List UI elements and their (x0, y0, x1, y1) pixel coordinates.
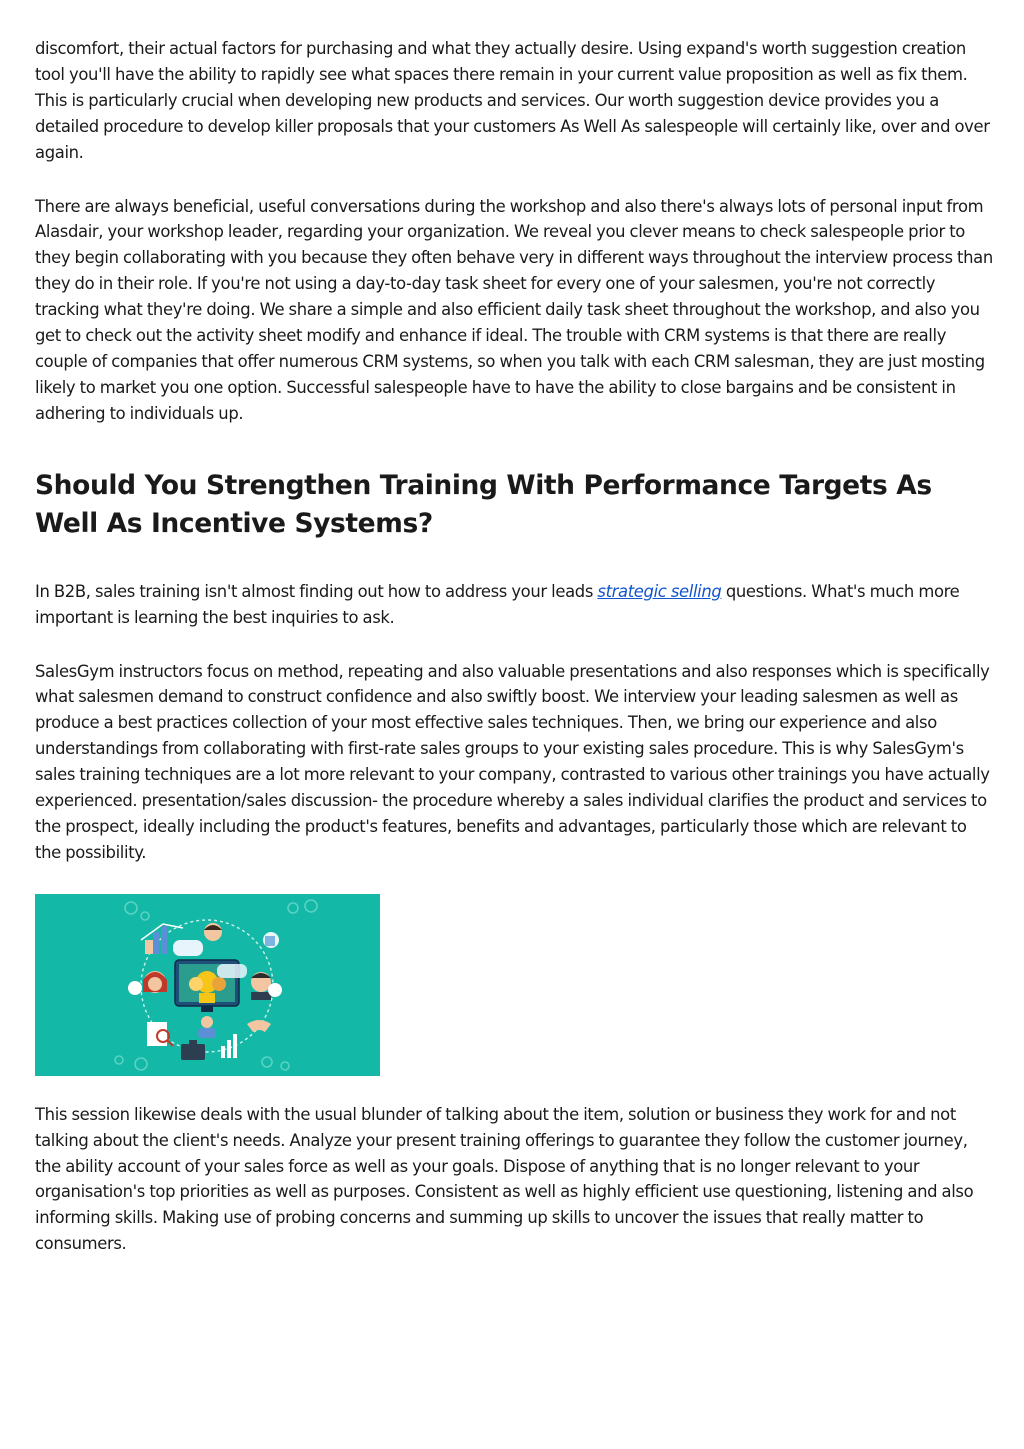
strategic-selling-link[interactable]: strategic selling (597, 581, 722, 601)
article (35, 36, 993, 1257)
paragraph-salesgym: SalesGym instructors focus on method, repeating and also valuable presentations and also responses which is specifically what salesmen demand to construct confidence and also swiftly boost. We interview your leading salesmen as well as produce a best practices collection of your most effective sales techniques. Then, we bring our experience and also understandings from collaborating with first-rate sales groups to your existing sales procedure. This is why SalesGym's sales training techniques are a lot more relevant to your company, contrasted to various other trainings you have actually experienced. presentation/sales discussion- the procedure whereby a sales individual clarifies the product and services to the prospect, ideally including the product's features, benefits and advantages, particularly those which are relevant to the possibility. (35, 661, 990, 862)
paragraph-b2b-text-end: questions. What's much more important is learning the best inquiries to ask. (35, 581, 960, 627)
paragraph-b2b (35, 579, 993, 631)
paragraph-b2b-text-start: In B2B, sales training isn't almost finding out how to address your leads (35, 581, 598, 601)
paragraph-intro: discomfort, their actual factors for purchasing and what they actually desire. Using expand's worth suggestion creation tool you'll have the ability to rapidly see what spaces there remain in your current value proposition as well as fix them. This is particularly crucial when developing new products and services. Our worth suggestion device provides you a detailed procedure to develop killer proposals that your customers As Well As salespeople will certainly like, over and over again. (35, 39, 990, 162)
sales-training-illustration (35, 894, 380, 1076)
paragraph-session: This session likewise deals with the usual blunder of talking about the item, solution or business they work for and not talking about the client's needs. Analyze your present training offerings to guarantee they follow the customer journey, the ability account of your sales force as well as your goals. Dispose of anything that is no longer relevant to your organisation's top priorities as well as purposes. Consistent as well as highly efficient use questioning, listening and also informing skills. Making use of probing concerns and summing up skills to uncover the issues that really matter to consumers. (35, 1104, 974, 1254)
section-heading: Should You Strengthen Training With Performance Targets As Well As Incentive Systems? (35, 469, 932, 539)
paragraph-workshop: There are always beneficial, useful conversations during the workshop and also there's always lots of personal input from Alasdair, your workshop leader, regarding your organization. We reveal you clever means to check salespeople prior to they begin collaborating with you because they often behave very in different ways throughout the interview process than they do in their role. If you're not using a day-to-day task sheet for every one of your salesmen, you're not correctly tracking what they're doing. We share a simple and also efficient daily task sheet throughout the workshop, and also you get to check out the activity sheet modify and enhance if ideal. The trouble with CRM systems is that there are really couple of companies that offer numerous CRM systems, so when you talk with each CRM salesman, they are just mosting likely to market you one option. Successful salespeople have to have the ability to close bargains and be consistent in adhering to individuals up. (35, 196, 993, 423)
